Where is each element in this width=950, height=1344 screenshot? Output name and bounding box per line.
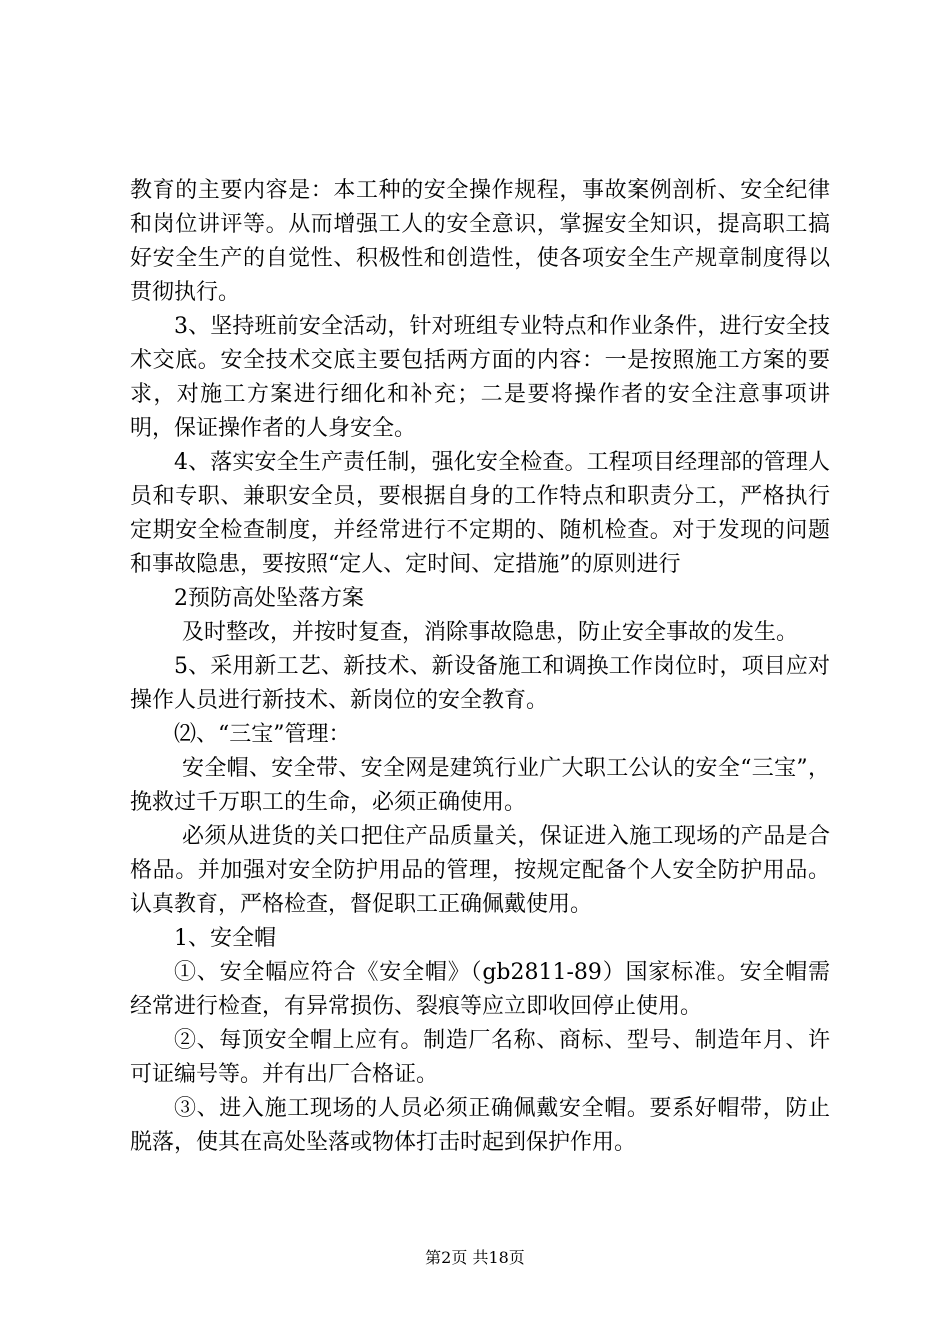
paragraph-education-content: 教育的主要内容是：本工种的安全操作规程，事故案例剖析、安全纪律和岗位讲评等。从而增强工人的安全意识，掌握安全知识，提高职工搞好安全生产的自觉性、积极性和创造性，使各项安全生产规章制度得以贯彻执行。 xyxy=(130,178,830,305)
document-body xyxy=(130,174,830,1160)
paragraph-helmet-marking: ②、每顶安全帽上应有。制造厂名称、商标、型号、制造年月、许可证编号等。并有出厂合格证。 xyxy=(130,1028,830,1087)
paragraph-heading-helmet: 1、安全帽 xyxy=(174,926,276,951)
paragraph-item-4: 4、落实安全生产责任制，强化安全检查。工程项目经理部的管理人员和专职、兼职安全员，要根据自身的工作特点和职责分工，严格执行定期安全检查制度，并经常进行不定期的、随机检查。对于发现的问题和事故隐患，要按照“定人、定时间、定措施”的原则进行 xyxy=(130,450,830,577)
paragraph-rectification: 及时整改，并按时复查，消除事故隐患，防止安全事故的发生。 xyxy=(182,620,799,645)
paragraph-helmet-standard: ①、安全幅应符合《安全帽》（gb2811-89）国家标准。安全帽需经常进行检查，有异常损伤、裂痕等应立即收回停止使用。 xyxy=(130,960,830,1019)
paragraph-helmet-wearing: ③、进入施工现场的人员必须正确佩戴安全帽。要系好帽带，防止脱落，使其在高处坠落或物体打击时起到保护作用。 xyxy=(130,1096,830,1155)
paragraph-quality-control: 必须从进货的关口把住产品质量关，保证进入施工现场的产品是合格品。并加强对安全防护用品的管理，按规定配备个人安全防护用品。认真教育，严格检查，督促职工正确佩戴使用。 xyxy=(130,824,830,917)
paragraph-three-treasures: 安全帽、安全带、安全网是建筑行业广大职工公认的安全“三宝”，挽救过千万职工的生命，必须正确使用。 xyxy=(130,756,830,815)
paragraph-item-3: 3、坚持班前安全活动，针对班组专业特点和作业条件，进行安全技术交底。安全技术交底主要包括两方面的内容：一是按照施工方案的要求，对施工方案进行细化和补充；二是要将操作者的安全注意事项讲明，保证操作者的人身安全。 xyxy=(130,314,830,441)
paragraph-item-5: 5、采用新工艺、新技术、新设备施工和调换工作岗位时，项目应对操作人员进行新技术、新岗位的安全教育。 xyxy=(130,654,830,713)
paragraph-heading-fall-prevention: 2预防高处坠落方案 xyxy=(174,586,364,611)
paragraph-heading-three-treasures: ⑵、“三宝”管理： xyxy=(174,722,351,747)
page-number-footer: 第2页 共18页 xyxy=(425,1248,525,1267)
